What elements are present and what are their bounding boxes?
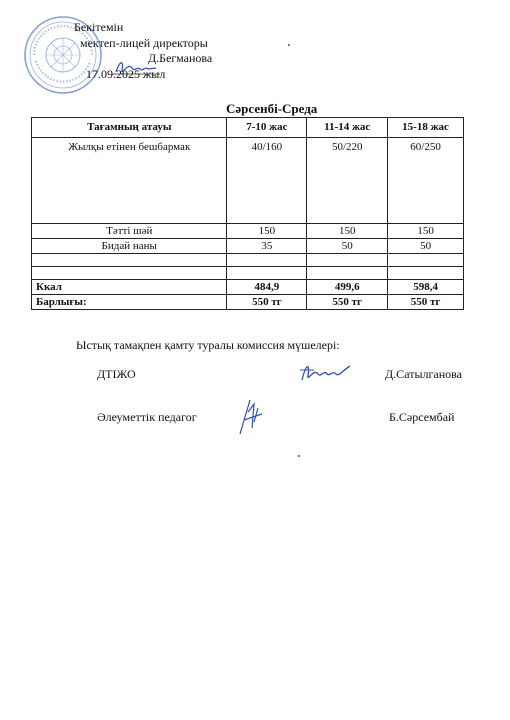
- empty-cell: [388, 254, 464, 267]
- empty-cell: [227, 267, 307, 280]
- kcal-label: Ккал: [32, 280, 227, 295]
- day-title: Сәрсенбі-Среда: [226, 101, 318, 116]
- total-label: Барлығы:: [32, 295, 227, 310]
- signatory-name: Б.Сәрсембай: [389, 410, 455, 424]
- empty-row: [32, 254, 464, 267]
- empty-cell: [32, 254, 227, 267]
- column-header: 11-14 жас: [307, 118, 388, 138]
- table-cell: 50: [388, 239, 464, 254]
- kcal-row: [32, 280, 464, 295]
- table-cell: 60/250: [388, 138, 464, 224]
- kcal-value: 484,9: [227, 280, 307, 295]
- table-cell: 40/160: [227, 138, 307, 224]
- empty-row: [32, 267, 464, 280]
- table-header-row: [32, 118, 464, 138]
- table-cell: 50/220: [307, 138, 388, 224]
- empty-cell: [388, 267, 464, 280]
- total-value: 550 тг: [227, 295, 307, 310]
- total-value: 550 тг: [307, 295, 388, 310]
- scan-speck: [298, 455, 300, 457]
- empty-cell: [307, 254, 388, 267]
- column-header: 15-18 жас: [388, 118, 464, 138]
- table-cell: 35: [227, 239, 307, 254]
- empty-cell: [307, 267, 388, 280]
- table-row: [32, 224, 464, 239]
- total-row: [32, 295, 464, 310]
- approval-position: мектеп-лицей директоры: [80, 35, 208, 50]
- column-header: Тағамның атауы: [32, 118, 227, 138]
- menu-table: [31, 117, 464, 310]
- signatory-role: ДТІЖО: [97, 367, 136, 381]
- signature-2: [228, 398, 268, 438]
- dish-name: Жылқы етінен бешбармак: [32, 138, 227, 224]
- approval-title: Бекітемін: [74, 20, 124, 34]
- empty-cell: [227, 254, 307, 267]
- signatory-role: Әлеуметтік педагог: [97, 410, 197, 424]
- table-cell: 150: [388, 224, 464, 239]
- table-cell: 50: [307, 239, 388, 254]
- table-cell: 150: [227, 224, 307, 239]
- dish-name: Бидай наны: [32, 239, 227, 254]
- table-row: [32, 239, 464, 254]
- table-row: [32, 138, 464, 224]
- total-value: 550 тг: [388, 295, 464, 310]
- commission-heading: Ыстық тамақпен қамту туралы комиссия мүшелері:: [76, 338, 340, 352]
- empty-cell: [32, 267, 227, 280]
- signature-1: [296, 360, 352, 386]
- director-signature: [112, 56, 160, 80]
- approval-date: 17.09.2025 жыл: [86, 66, 166, 81]
- column-header: 7-10 жас: [227, 118, 307, 138]
- signatory-name: Д.Сатылганова: [385, 367, 463, 381]
- table-cell: 150: [307, 224, 388, 239]
- scan-speck: [288, 44, 290, 46]
- kcal-value: 598,4: [388, 280, 464, 295]
- approval-director-name: Д.Бегманова: [148, 51, 213, 65]
- dish-name: Тәтті шәй: [32, 224, 227, 239]
- kcal-value: 499,6: [307, 280, 388, 295]
